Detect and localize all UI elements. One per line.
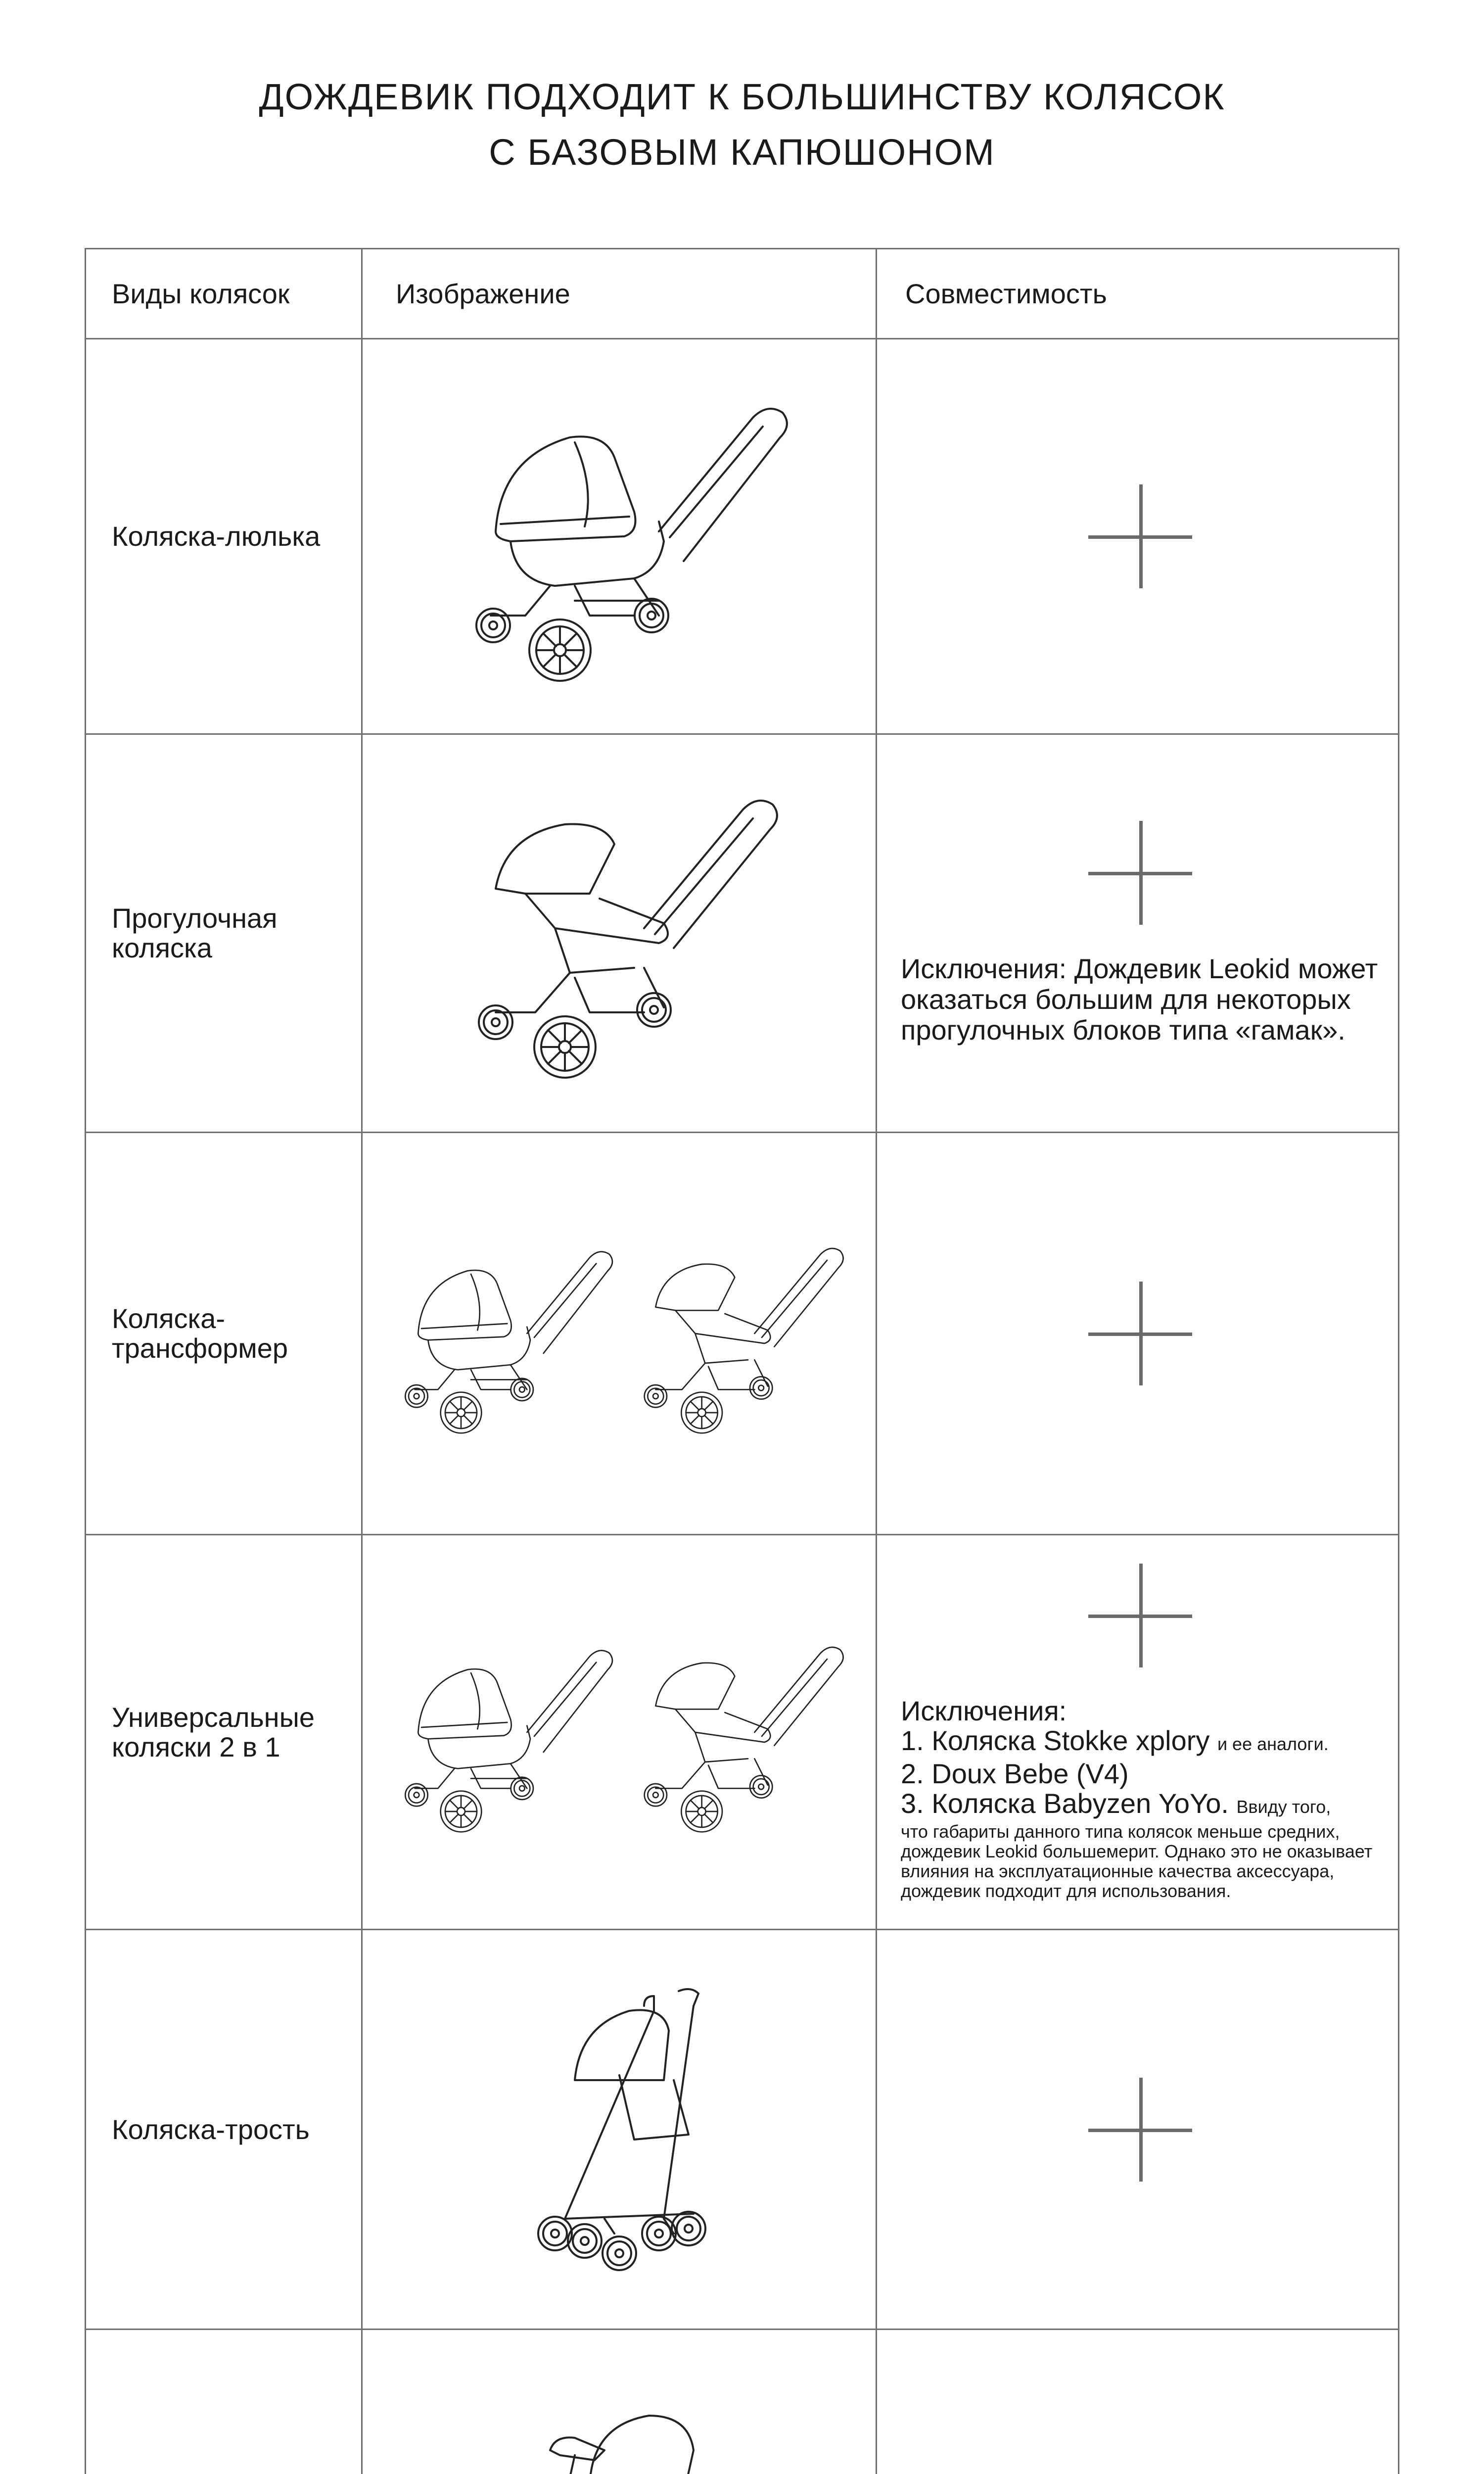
header-compatibility: Совместимость	[905, 278, 1107, 309]
plus-icon	[1088, 1282, 1192, 1385]
type-label: Универсальные	[112, 1701, 315, 1733]
plus-icon	[1088, 484, 1192, 588]
plus-icon	[1088, 2078, 1192, 2182]
image-cell	[363, 1133, 876, 1534]
image-cell	[363, 735, 876, 1132]
three-wheel-stroller-icon	[446, 2376, 792, 2474]
compatibility-cell	[877, 2330, 1399, 2474]
type-label: Коляска-люлька	[112, 521, 321, 552]
exception-item-3-note: Ввиду того,	[1236, 1796, 1331, 1817]
exception-item-1-note: и ее аналоги.	[1217, 1733, 1329, 1754]
image-cell	[363, 339, 876, 733]
compatibility-cell	[877, 735, 1399, 1132]
title-line-2: С БАЗОВЫМ КАПЮШОНОМ	[489, 132, 995, 173]
exception-item-1: 1. Коляска Stokke xplory	[901, 1724, 1210, 1756]
table-row-type	[86, 1535, 361, 1929]
umbrella-stroller-icon	[446, 1971, 792, 2288]
table-row-type	[86, 1133, 361, 1534]
type-label-line-2: коляски 2 в 1	[112, 1731, 280, 1762]
compatibility-cell	[877, 339, 1399, 733]
exception-note: Исключения: Дождевик Leokid может оказаться большим для некоторых прогулочных блоков типа «гамак».	[901, 953, 1378, 1046]
exception-fine-print: что габариты данного типа колясок меньше средних, дождевик Leokid большемерит. Однако это не оказывает влияния на эксплуатационные качества аксессуара, дождевик подходит для использования.	[901, 1821, 1373, 1901]
type-label-line-2: коляска	[112, 932, 212, 963]
type-label: Коляска-трость	[112, 2113, 310, 2145]
exception-item-2: 2. Doux Bebe (V4)	[901, 1758, 1129, 1789]
header-image: Изображение	[396, 278, 570, 309]
compatibility-cell	[877, 1535, 1399, 1929]
compatibility-table	[85, 248, 1399, 2474]
page-title	[0, 69, 1484, 180]
exception-note	[901, 1696, 1380, 1901]
image-cell	[363, 2330, 876, 2474]
title-line-1: ДОЖДЕВИК ПОДХОДИТ К БОЛЬШИНСТВУ КОЛЯСОК	[259, 76, 1225, 117]
header-type: Виды колясок	[112, 278, 290, 309]
table-row-type	[86, 1930, 361, 2329]
two-in-one-stroller-icon	[372, 1584, 867, 1881]
stroller-icon	[417, 775, 822, 1092]
table-row-type	[86, 735, 361, 1132]
bassinet-stroller-icon	[417, 378, 822, 695]
image-cell	[363, 1535, 876, 1929]
table-row-type	[86, 339, 361, 733]
plus-icon	[1088, 1564, 1192, 1667]
convertible-stroller-icon	[372, 1185, 867, 1482]
exception-item-3: 3. Коляска Babyzen YoYo.	[901, 1787, 1229, 1819]
compatibility-cell	[877, 1930, 1399, 2329]
type-label-line-2: трансформер	[112, 1332, 288, 1364]
plus-icon	[1088, 821, 1192, 925]
type-label: Прогулочная	[112, 903, 278, 934]
compatibility-cell	[877, 1133, 1399, 1534]
table-row-type	[86, 2330, 361, 2474]
image-cell	[363, 1930, 876, 2329]
exception-title: Исключения:	[901, 1695, 1067, 1726]
type-label: Коляска-	[112, 1303, 226, 1334]
